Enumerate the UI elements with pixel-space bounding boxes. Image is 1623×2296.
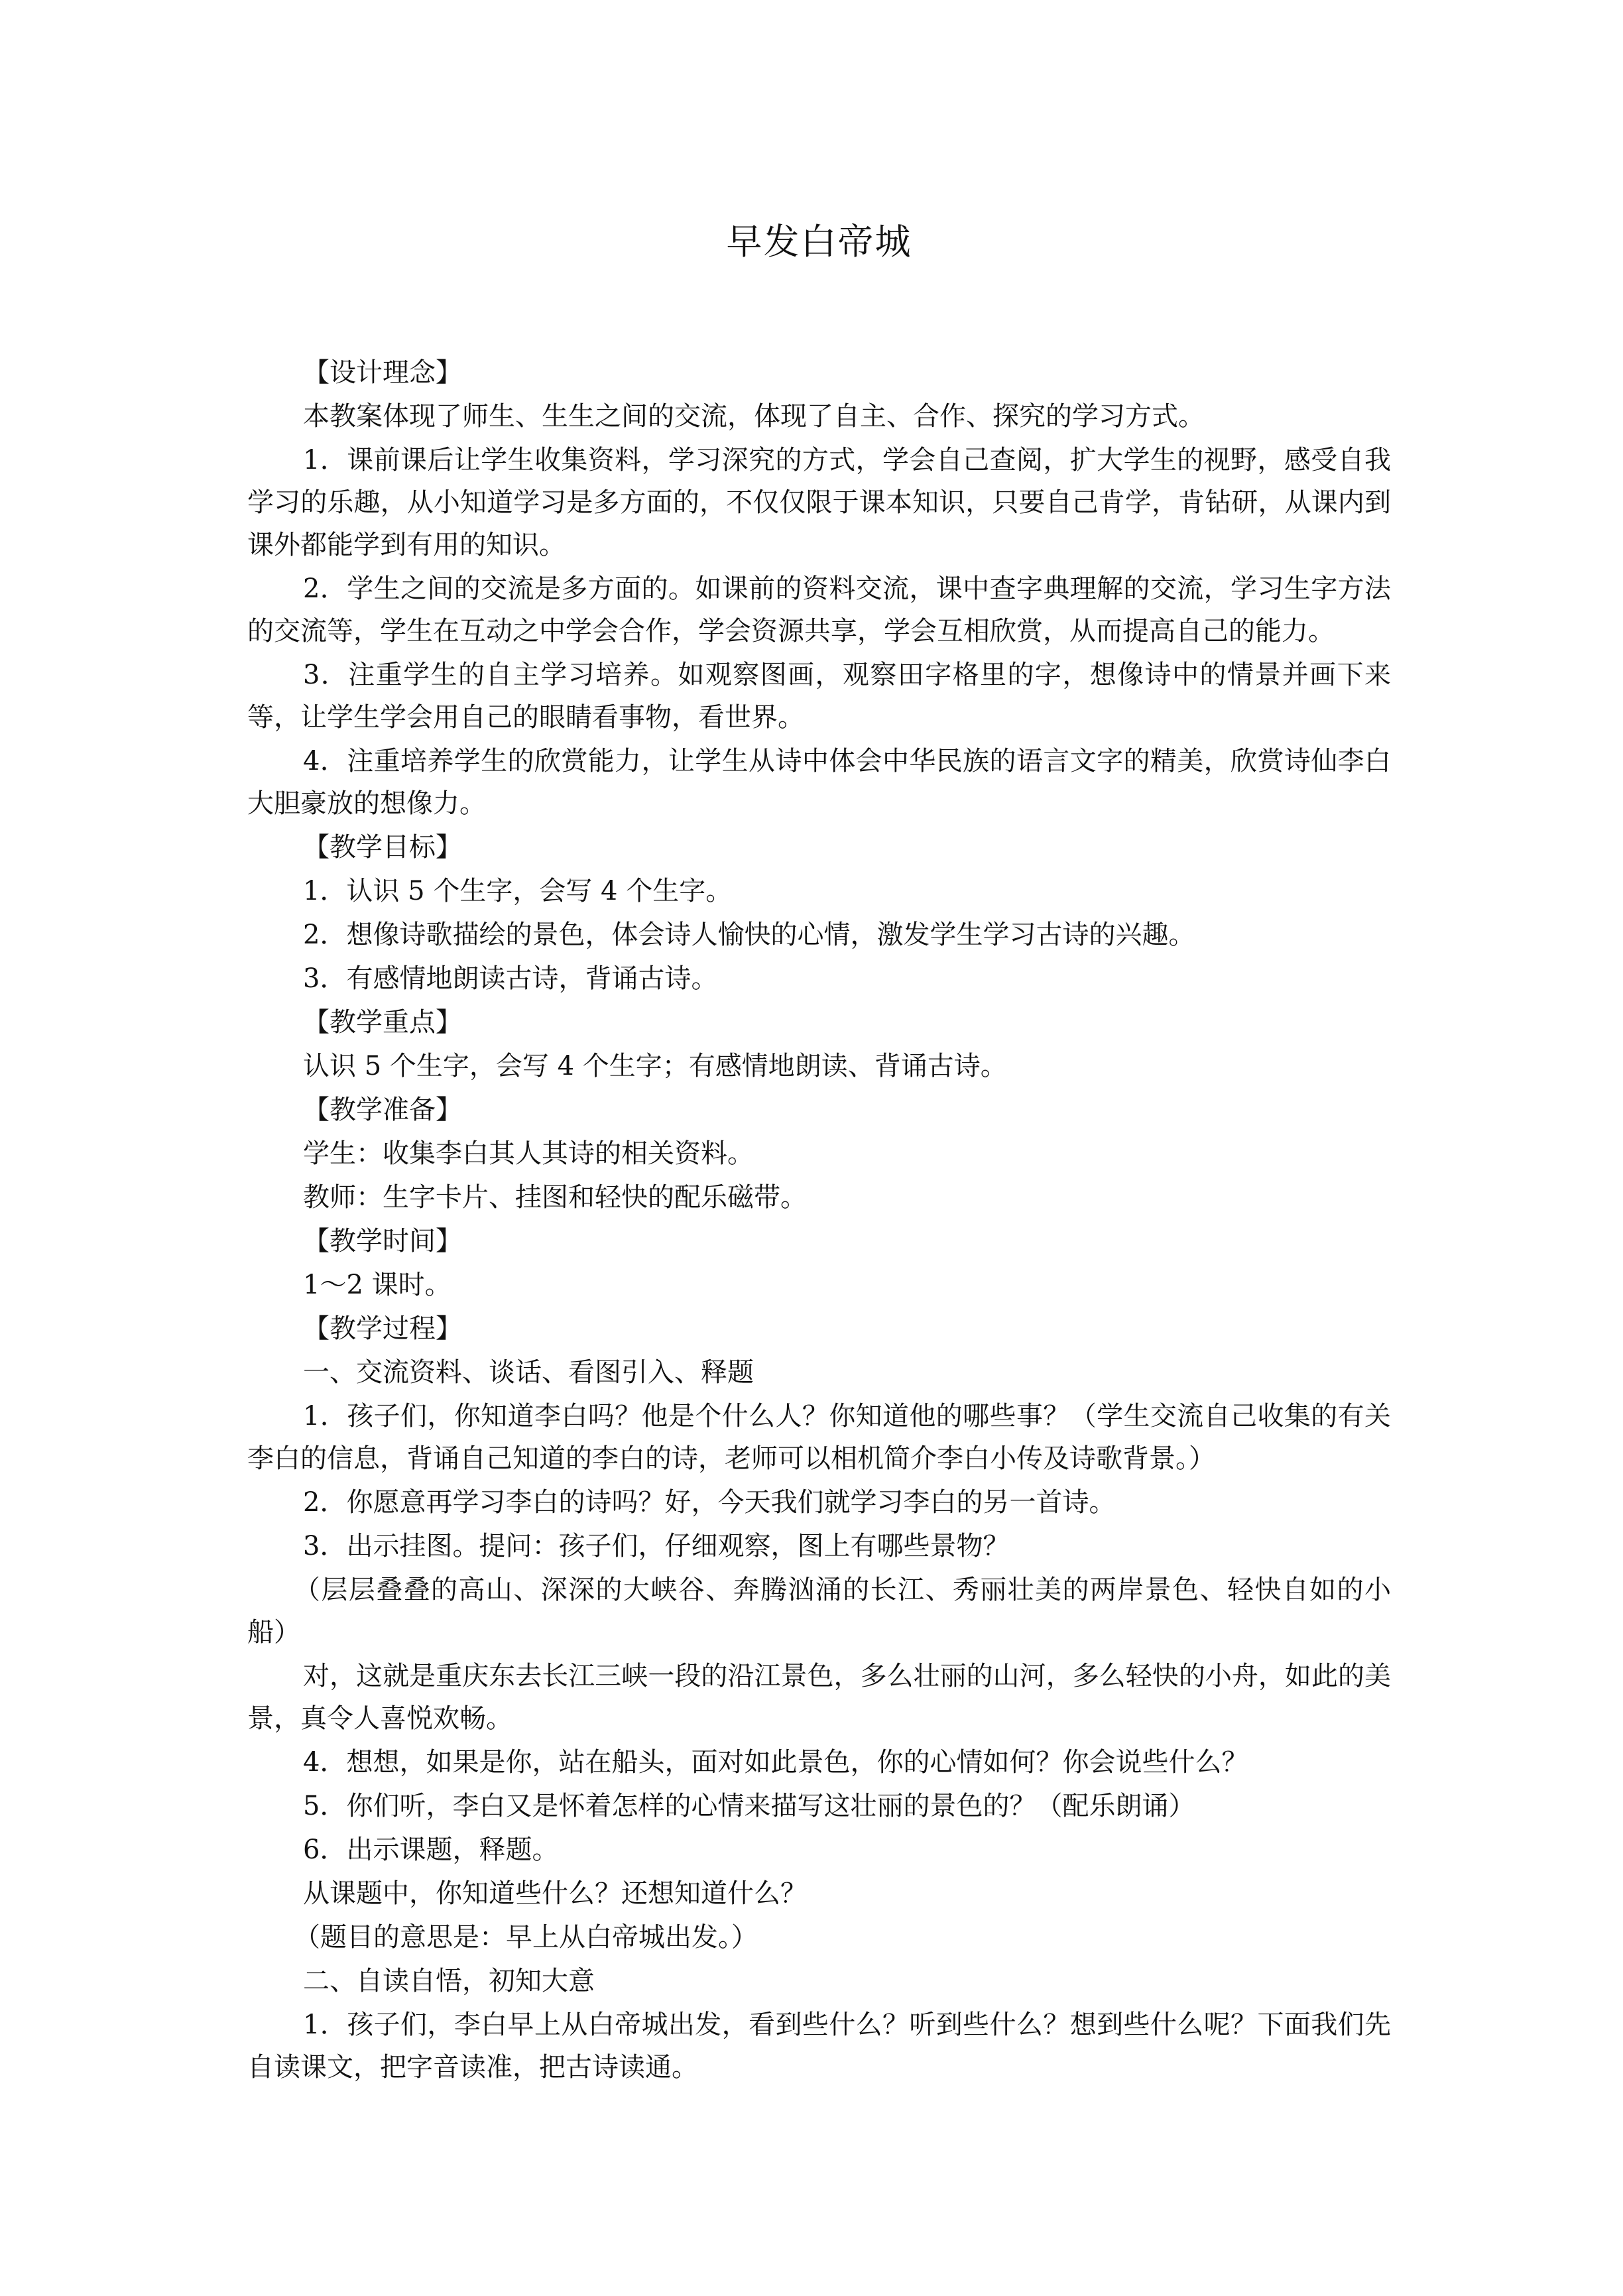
paragraph: 2．想像诗歌描绘的景色，体会诗人愉快的心情，激发学生学习古诗的兴趣。 [303,920,1195,950]
document-page [247,212,1391,2090]
paragraph: 4．注重培养学生的欣赏能力，让学生从诗中体会中华民族的语言文字的精美，欣赏诗仙李白大胆豪放的想像力。 [247,746,1391,819]
section-heading-preparation: 【教学准备】 [303,1095,462,1125]
paragraph: 4．想想，如果是你，站在船头，面对如此景色，你的心情如何？你会说些什么？ [303,1747,1248,1778]
paragraph: 从课题中，你知道些什么？还想知道什么？ [303,1878,807,1909]
section-heading-time: 【教学时间】 [303,1226,462,1256]
subsection-heading: 一、交流资料、谈话、看图引入、释题 [303,1357,754,1388]
paragraph: 3．注重学生的自主学习培养。如观察图画，观察田字格里的字，想像诗中的情景并画下来等，让学生学会用自己的眼睛看事物，看世界。 [247,660,1391,733]
paragraph: 1～2 课时。 [303,1270,451,1300]
document-title: 早发白帝城 [726,221,912,263]
section-heading-key-points: 【教学重点】 [303,1007,462,1038]
paragraph: 6．出示课题，释题。 [303,1835,559,1865]
paragraph: （层层叠叠的高山、深深的大峡谷、奔腾汹涌的长江、秀丽壮美的两岸景色、轻快自如的小船） [247,1575,1391,1648]
paragraph: 教师：生字卡片、挂图和轻快的配乐磁带。 [303,1182,807,1213]
paragraph: 1．课前课后让学生收集资料，学习深究的方式，学会自己查阅，扩大学生的视野，感受自我学习的乐趣，从小知道学习是多方面的，不仅仅限于课本知识，只要自己肯学，肯钻研，从课内到课外都能学到有用的知识。 [247,445,1391,560]
paragraph: 2．学生之间的交流是多方面的。如课前的资料交流，课中查字典理解的交流，学习生字方法的交流等，学生在互动之中学会合作，学会资源共享，学会互相欣赏，从而提高自己的能力。 [247,574,1391,646]
section-heading-teaching-goals: 【教学目标】 [303,832,462,863]
section-heading-design-concept: 【设计理念】 [303,357,462,388]
paragraph: 对，这就是重庆东去长江三峡一段的沿江景色，多么壮丽的山河，多么轻快的小舟，如此的美景，真令人喜悦欢畅。 [247,1661,1391,1734]
paragraph: 3．出示挂图。提问：孩子们，仔细观察，图上有哪些景物？ [303,1531,1010,1561]
paragraph: 认识 5 个生字，会写 4 个生字；有感情地朗读、背诵古诗。 [303,1051,1007,1081]
paragraph: 本教案体现了师生、生生之间的交流，体现了自主、合作、探究的学习方式。 [303,401,1205,432]
paragraph: 2．你愿意再学习李白的诗吗？好，今天我们就学习李白的另一首诗。 [303,1487,1116,1518]
paragraph: 1．孩子们，你知道李白吗？他是个什么人？你知道他的哪些事？（学生交流自己收集的有关李白的信息，背诵自己知道的李白的诗，老师可以相机简介李白小传及诗歌背景。） [247,1401,1391,1474]
paragraph: 1．认识 5 个生字，会写 4 个生字。 [303,876,733,906]
subsection-heading: 二、自读自悟，初知大意 [303,1966,595,1996]
paragraph: 5．你们听，李白又是怀着怎样的心情来描写这壮丽的景色的？（配乐朗诵） [303,1791,1195,1821]
paragraph: 3．有感情地朗读古诗，背诵古诗。 [303,963,718,994]
paragraph: 1．孩子们，李白早上从白帝城出发，看到些什么？听到些什么？想到些什么呢？下面我们先自读课文，把字音读准，把古诗读通。 [247,2010,1391,2083]
section-heading-process: 【教学过程】 [303,1313,462,1344]
paragraph: 学生：收集李白其人其诗的相关资料。 [303,1138,754,1169]
paragraph: （题目的意思是：早上从白帝城出发。） [294,1922,758,1953]
